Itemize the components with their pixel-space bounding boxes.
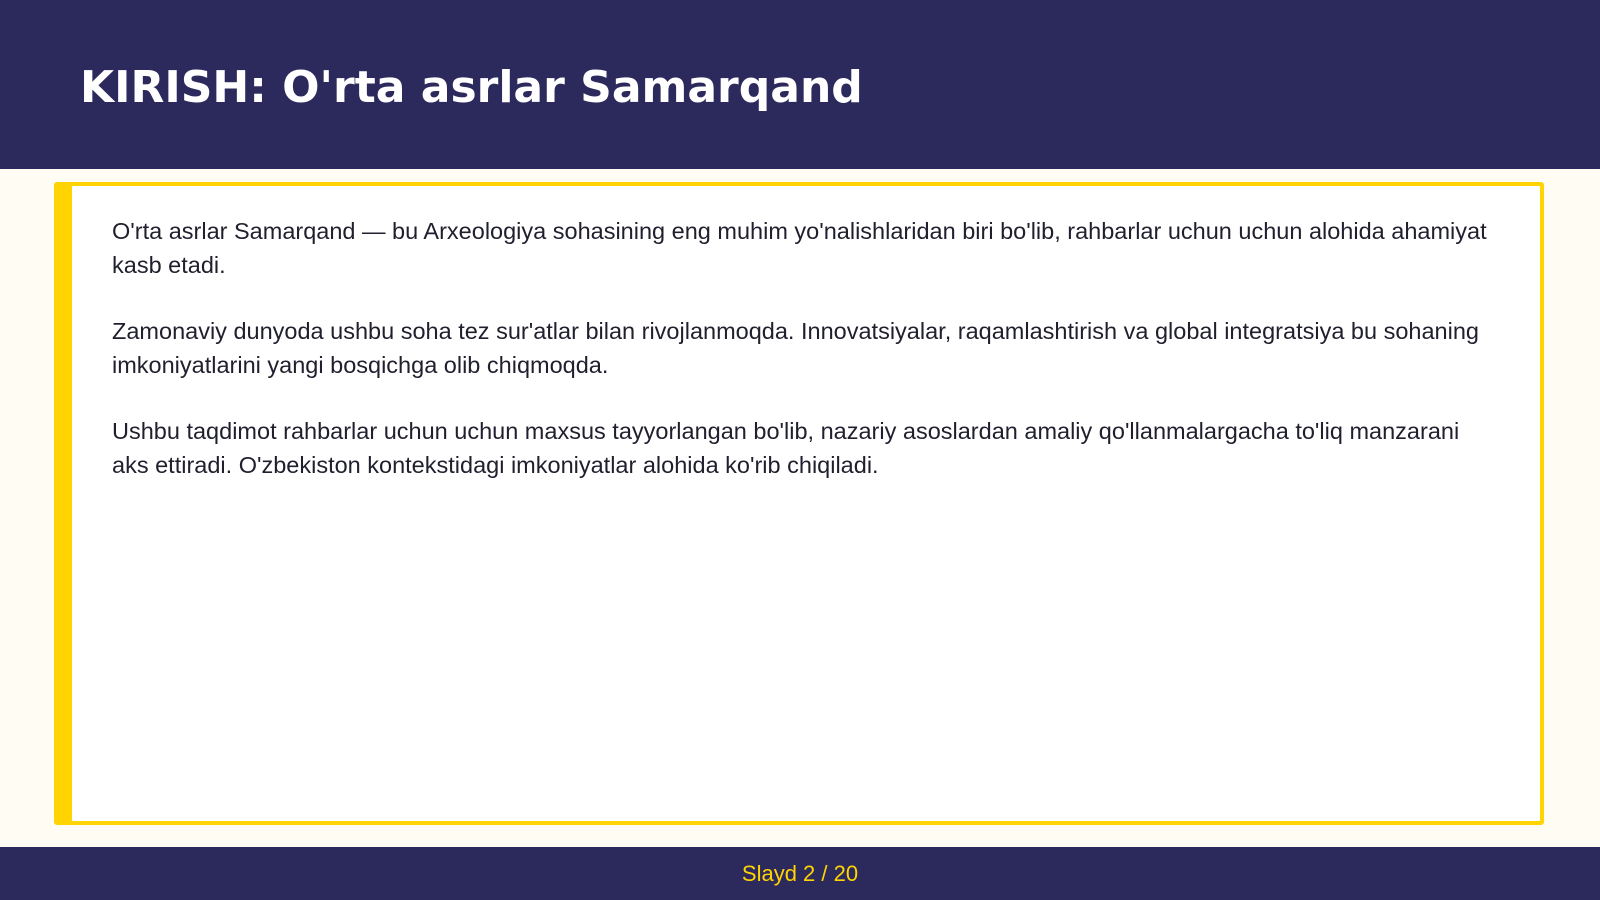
paragraph-intro: O'rta asrlar Samarqand — bu Arxeologiya sohasining eng muhim yo'nalishlaridan biri bo'lib, rahbarlar uchun uchun alohida ahamiyat kasb etadi. <box>112 218 1487 278</box>
slide-counter: Slayd 2 / 20 <box>741 861 859 886</box>
paragraph-presentation-scope: Ushbu taqdimot rahbarlar uchun uchun maxsus tayyorlangan bo'lib, nazariy asoslardan amaliy qo'llanmalargacha to'liq manzarani aks ettiradi. O'zbekiston kontekstidagi imkoniyatlar alohida ko'rib chiqiladi. <box>112 418 1460 478</box>
paragraph-modern-world: Zamonaviy dunyoda ushbu soha tez sur'atlar bilan rivojlanmoqda. Innovatsiyalar, raqamlashtirish va global integratsiya bu sohaning imkoniyatlarini yangi bosqichga olib chiqmoqda. <box>112 318 1479 378</box>
slide-title: KIRISH: O'rta asrlar Samarqand <box>80 62 863 113</box>
content-card <box>54 182 1544 825</box>
slide-footer <box>0 847 1600 900</box>
body-text <box>112 215 1500 515</box>
slide-header <box>0 0 1600 169</box>
